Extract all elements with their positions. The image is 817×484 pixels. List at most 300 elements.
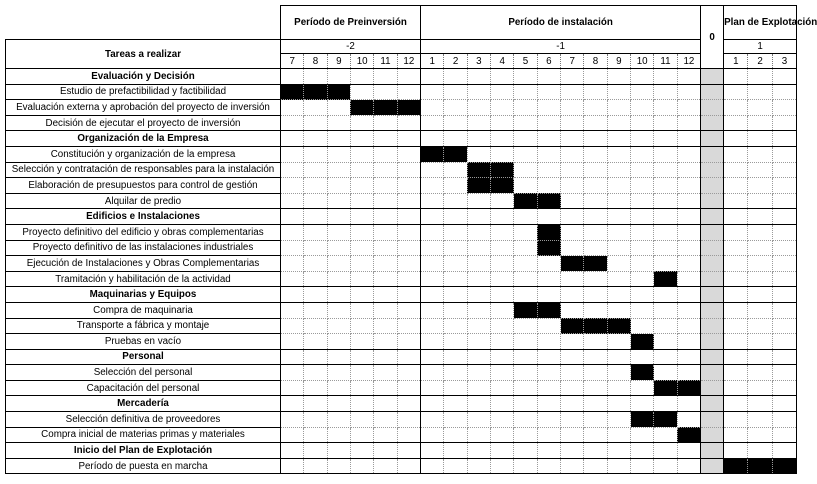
gantt-cell <box>467 302 490 318</box>
gantt-cell <box>491 271 514 287</box>
gantt-cell <box>304 334 327 350</box>
gantt-cell <box>491 302 514 318</box>
gantt-cell <box>584 100 607 116</box>
gantt-cell <box>467 396 490 412</box>
gantt-cell <box>374 178 397 194</box>
gantt-cell <box>772 334 796 350</box>
gantt-cell <box>584 302 607 318</box>
gantt-cell <box>491 365 514 381</box>
gantt-cell <box>631 458 654 474</box>
gantt-cell <box>374 271 397 287</box>
gantt-cell <box>467 240 490 256</box>
gantt-cell <box>421 427 444 443</box>
section-header: Edificios e Instalaciones <box>6 209 281 225</box>
gantt-cell <box>491 287 514 303</box>
year-zero-cell <box>701 224 724 240</box>
gantt-cell <box>514 224 537 240</box>
gantt-cell <box>537 396 560 412</box>
gantt-cell <box>374 380 397 396</box>
month-label: 12 <box>397 54 420 69</box>
gantt-cell <box>654 115 677 131</box>
gantt-cell <box>607 131 630 147</box>
gantt-cell <box>654 318 677 334</box>
gantt-cell <box>281 396 304 412</box>
gantt-cell <box>748 209 772 225</box>
gantt-cell <box>537 271 560 287</box>
gantt-cell <box>491 380 514 396</box>
gantt-cell <box>772 178 796 194</box>
gantt-cell <box>421 271 444 287</box>
gantt-cell <box>327 224 350 240</box>
gantt-cell <box>561 302 584 318</box>
month-label: 9 <box>607 54 630 69</box>
gantt-cell <box>350 365 373 381</box>
task-row <box>6 162 797 178</box>
task-label: Elaboración de presupuestos para control de gestión <box>6 178 281 194</box>
year-zero-cell <box>701 69 724 85</box>
gantt-cell <box>467 443 490 459</box>
gantt-cell <box>537 84 560 100</box>
gantt-cell <box>748 69 772 85</box>
gantt-cell <box>374 115 397 131</box>
gantt-cell <box>772 224 796 240</box>
gantt-cell <box>444 115 467 131</box>
month-label: 6 <box>537 54 560 69</box>
gantt-cell <box>748 365 772 381</box>
year-zero-cell <box>701 146 724 162</box>
year-zero-cell <box>701 318 724 334</box>
gantt-cell <box>748 146 772 162</box>
gantt-cell <box>304 209 327 225</box>
task-row <box>6 427 797 443</box>
section-header: Evaluación y Decisión <box>6 69 281 85</box>
gantt-cell <box>374 146 397 162</box>
period-name-header: Período de instalación <box>421 6 701 40</box>
gantt-cell <box>561 209 584 225</box>
gantt-cell <box>491 100 514 116</box>
gantt-cell <box>350 115 373 131</box>
gantt-cell <box>584 271 607 287</box>
month-label: 7 <box>561 54 584 69</box>
gantt-cell <box>304 69 327 85</box>
gantt-cell <box>724 84 748 100</box>
gantt-cell <box>397 302 420 318</box>
task-row <box>6 365 797 381</box>
gantt-cell <box>677 69 700 85</box>
gantt-cell <box>772 162 796 178</box>
gantt-cell <box>584 178 607 194</box>
gantt-cell <box>304 318 327 334</box>
gantt-cell <box>631 69 654 85</box>
gantt-cell <box>724 427 748 443</box>
gantt-cell <box>724 365 748 381</box>
gantt-cell <box>467 69 490 85</box>
section-row <box>6 396 797 412</box>
gantt-cell <box>677 209 700 225</box>
task-label: Selección del personal <box>6 365 281 381</box>
gantt-cell <box>654 131 677 147</box>
gantt-cell <box>772 115 796 131</box>
gantt-cell <box>537 334 560 350</box>
gantt-cell <box>724 396 748 412</box>
gantt-cell <box>584 412 607 428</box>
gantt-cell <box>304 100 327 116</box>
gantt-cell <box>444 443 467 459</box>
gantt-cell <box>350 84 373 100</box>
gantt-cell <box>327 240 350 256</box>
gantt-cell <box>397 349 420 365</box>
gantt-cell <box>724 271 748 287</box>
gantt-cell <box>304 412 327 428</box>
gantt-cell <box>491 193 514 209</box>
gantt-cell <box>327 458 350 474</box>
gantt-cell <box>677 224 700 240</box>
gantt-cell <box>631 193 654 209</box>
month-label: 8 <box>584 54 607 69</box>
gantt-cell <box>350 443 373 459</box>
gantt-cell <box>631 178 654 194</box>
gantt-cell <box>444 396 467 412</box>
gantt-cell <box>772 380 796 396</box>
gantt-cell <box>772 271 796 287</box>
gantt-bar <box>514 302 537 318</box>
gantt-cell <box>397 209 420 225</box>
task-row <box>6 178 797 194</box>
gantt-cell <box>631 318 654 334</box>
gantt-cell <box>444 131 467 147</box>
gantt-cell <box>327 287 350 303</box>
gantt-bar <box>561 318 584 334</box>
year-zero-cell <box>701 302 724 318</box>
month-label: 11 <box>654 54 677 69</box>
gantt-cell <box>748 380 772 396</box>
gantt-cell <box>724 240 748 256</box>
gantt-cell <box>561 349 584 365</box>
gantt-cell <box>677 396 700 412</box>
gantt-cell <box>748 178 772 194</box>
gantt-cell <box>397 84 420 100</box>
gantt-cell <box>444 349 467 365</box>
gantt-bar <box>724 458 748 474</box>
gantt-cell <box>327 443 350 459</box>
gantt-cell <box>397 178 420 194</box>
gantt-cell <box>304 193 327 209</box>
gantt-cell <box>421 365 444 381</box>
gantt-cell <box>444 209 467 225</box>
gantt-cell <box>397 443 420 459</box>
gantt-cell <box>514 380 537 396</box>
gantt-cell <box>304 302 327 318</box>
gantt-cell <box>677 146 700 162</box>
gantt-cell <box>654 209 677 225</box>
gantt-cell <box>421 334 444 350</box>
gantt-cell <box>421 100 444 116</box>
gantt-cell <box>421 443 444 459</box>
gantt-cell <box>374 193 397 209</box>
section-header: Mercadería <box>6 396 281 412</box>
gantt-cell <box>444 224 467 240</box>
month-label: 10 <box>350 54 373 69</box>
gantt-cell <box>724 209 748 225</box>
gantt-cell <box>327 178 350 194</box>
gantt-cell <box>281 162 304 178</box>
gantt-cell <box>397 69 420 85</box>
gantt-cell <box>514 458 537 474</box>
gantt-cell <box>537 349 560 365</box>
gantt-cell <box>584 365 607 381</box>
gantt-cell <box>350 427 373 443</box>
gantt-bar <box>561 256 584 272</box>
task-label: Constitución y organización de la empresa <box>6 146 281 162</box>
gantt-cell <box>421 458 444 474</box>
gantt-cell <box>444 100 467 116</box>
gantt-cell <box>584 334 607 350</box>
gantt-bar <box>421 146 444 162</box>
gantt-cell <box>421 412 444 428</box>
gantt-cell <box>677 178 700 194</box>
gantt-bar <box>677 427 700 443</box>
gantt-cell <box>772 100 796 116</box>
gantt-cell <box>304 115 327 131</box>
gantt-cell <box>467 271 490 287</box>
gantt-cell <box>467 224 490 240</box>
gantt-cell <box>327 380 350 396</box>
gantt-cell <box>514 178 537 194</box>
gantt-cell <box>584 240 607 256</box>
gantt-cell <box>374 256 397 272</box>
gantt-cell <box>281 115 304 131</box>
header-corner <box>6 6 281 40</box>
gantt-cell <box>491 412 514 428</box>
gantt-cell <box>350 271 373 287</box>
period-year-header: 1 <box>724 40 797 54</box>
month-label: 8 <box>304 54 327 69</box>
task-row <box>6 115 797 131</box>
gantt-cell <box>772 396 796 412</box>
gantt-cell <box>444 458 467 474</box>
gantt-cell <box>444 287 467 303</box>
gantt-cell <box>491 69 514 85</box>
gantt-cell <box>467 100 490 116</box>
gantt-cell <box>748 427 772 443</box>
gantt-cell <box>772 69 796 85</box>
section-row <box>6 443 797 459</box>
gantt-cell <box>491 396 514 412</box>
month-label: 2 <box>748 54 772 69</box>
gantt-cell <box>584 84 607 100</box>
gantt-cell <box>444 334 467 350</box>
gantt-cell <box>467 146 490 162</box>
gantt-cell <box>607 209 630 225</box>
gantt-cell <box>350 318 373 334</box>
task-label: Decisión de ejecutar el proyecto de inversión <box>6 115 281 131</box>
gantt-cell <box>444 162 467 178</box>
gantt-cell <box>607 365 630 381</box>
gantt-cell <box>584 193 607 209</box>
gantt-cell <box>607 271 630 287</box>
gantt-cell <box>561 396 584 412</box>
gantt-cell <box>281 69 304 85</box>
gantt-cell <box>467 287 490 303</box>
gantt-cell <box>677 412 700 428</box>
gantt-cell <box>724 380 748 396</box>
gantt-cell <box>491 84 514 100</box>
period-year-header: -1 <box>421 40 701 54</box>
gantt-cell <box>748 224 772 240</box>
gantt-cell <box>467 115 490 131</box>
gantt-cell <box>397 131 420 147</box>
gantt-cell <box>421 224 444 240</box>
gantt-bar <box>304 84 327 100</box>
gantt-cell <box>350 287 373 303</box>
gantt-cell <box>677 318 700 334</box>
gantt-cell <box>607 287 630 303</box>
gantt-cell <box>281 271 304 287</box>
gantt-cell <box>561 100 584 116</box>
gantt-cell <box>677 302 700 318</box>
gantt-cell <box>607 302 630 318</box>
gantt-cell <box>304 224 327 240</box>
gantt-cell <box>772 365 796 381</box>
gantt-cell <box>607 443 630 459</box>
gantt-bar <box>467 178 490 194</box>
gantt-cell <box>281 349 304 365</box>
gantt-cell <box>561 271 584 287</box>
gantt-cell <box>350 240 373 256</box>
task-label: Evaluación externa y aprobación del proyecto de inversión <box>6 100 281 116</box>
gantt-cell <box>350 256 373 272</box>
gantt-cell <box>491 131 514 147</box>
gantt-cell <box>491 427 514 443</box>
gantt-cell <box>654 365 677 381</box>
gantt-cell <box>514 334 537 350</box>
gantt-cell <box>397 115 420 131</box>
year-zero-cell <box>701 115 724 131</box>
task-row <box>6 271 797 287</box>
gantt-cell <box>397 412 420 428</box>
task-label: Proyecto definitivo del edificio y obras complementarias <box>6 224 281 240</box>
gantt-cell <box>772 193 796 209</box>
gantt-cell <box>421 396 444 412</box>
gantt-cell <box>772 84 796 100</box>
gantt-cell <box>724 162 748 178</box>
gantt-cell <box>327 146 350 162</box>
gantt-cell <box>584 287 607 303</box>
gantt-cell <box>748 412 772 428</box>
gantt-cell <box>327 162 350 178</box>
gantt-table <box>5 5 817 474</box>
gantt-cell <box>397 224 420 240</box>
gantt-cell <box>281 209 304 225</box>
gantt-cell <box>772 287 796 303</box>
gantt-cell <box>281 380 304 396</box>
gantt-cell <box>421 131 444 147</box>
gantt-cell <box>584 209 607 225</box>
gantt-cell <box>561 380 584 396</box>
gantt-cell <box>304 256 327 272</box>
gantt-bar <box>467 162 490 178</box>
task-row <box>6 100 797 116</box>
gantt-bar <box>584 318 607 334</box>
gantt-cell <box>514 365 537 381</box>
gantt-cell <box>607 412 630 428</box>
gantt-cell <box>537 318 560 334</box>
month-label: 1 <box>421 54 444 69</box>
gantt-bar <box>444 146 467 162</box>
section-row <box>6 69 797 85</box>
gantt-cell <box>397 256 420 272</box>
gantt-cell <box>374 349 397 365</box>
gantt-bar <box>631 365 654 381</box>
gantt-cell <box>584 162 607 178</box>
gantt-cell <box>350 193 373 209</box>
task-label: Proyecto definitivo de las instalaciones industriales <box>6 240 281 256</box>
section-row <box>6 349 797 365</box>
gantt-cell <box>772 146 796 162</box>
month-label: 11 <box>374 54 397 69</box>
gantt-cell <box>374 209 397 225</box>
gantt-cell <box>491 240 514 256</box>
gantt-cell <box>561 84 584 100</box>
gantt-cell <box>748 318 772 334</box>
gantt-cell <box>350 396 373 412</box>
gantt-cell <box>584 427 607 443</box>
gantt-cell <box>327 302 350 318</box>
gantt-cell <box>327 334 350 350</box>
task-row <box>6 146 797 162</box>
year-zero-cell <box>701 396 724 412</box>
gantt-cell <box>607 380 630 396</box>
gantt-cell <box>421 349 444 365</box>
gantt-cell <box>654 240 677 256</box>
year-zero-cell <box>701 380 724 396</box>
gantt-cell <box>631 224 654 240</box>
gantt-cell <box>607 256 630 272</box>
gantt-cell <box>677 365 700 381</box>
year-zero-cell <box>701 287 724 303</box>
gantt-cell <box>631 271 654 287</box>
gantt-cell <box>654 178 677 194</box>
gantt-cell <box>724 100 748 116</box>
gantt-cell <box>397 318 420 334</box>
gantt-cell <box>584 224 607 240</box>
gantt-cell <box>631 380 654 396</box>
gantt-cell <box>421 115 444 131</box>
period-name-header: Período de Preinversión <box>281 6 421 40</box>
gantt-cell <box>631 115 654 131</box>
gantt-cell <box>677 84 700 100</box>
gantt-cell <box>327 412 350 428</box>
gantt-cell <box>421 302 444 318</box>
gantt-cell <box>724 349 748 365</box>
gantt-cell <box>607 240 630 256</box>
gantt-cell <box>281 334 304 350</box>
gantt-cell <box>304 458 327 474</box>
gantt-cell <box>724 178 748 194</box>
gantt-cell <box>561 224 584 240</box>
gantt-cell <box>350 224 373 240</box>
gantt-cell <box>327 318 350 334</box>
month-label: 12 <box>677 54 700 69</box>
gantt-cell <box>514 146 537 162</box>
task-row <box>6 224 797 240</box>
task-row <box>6 193 797 209</box>
gantt-cell <box>444 302 467 318</box>
gantt-cell <box>561 146 584 162</box>
gantt-cell <box>772 240 796 256</box>
gantt-cell <box>772 131 796 147</box>
gantt-cell <box>444 193 467 209</box>
